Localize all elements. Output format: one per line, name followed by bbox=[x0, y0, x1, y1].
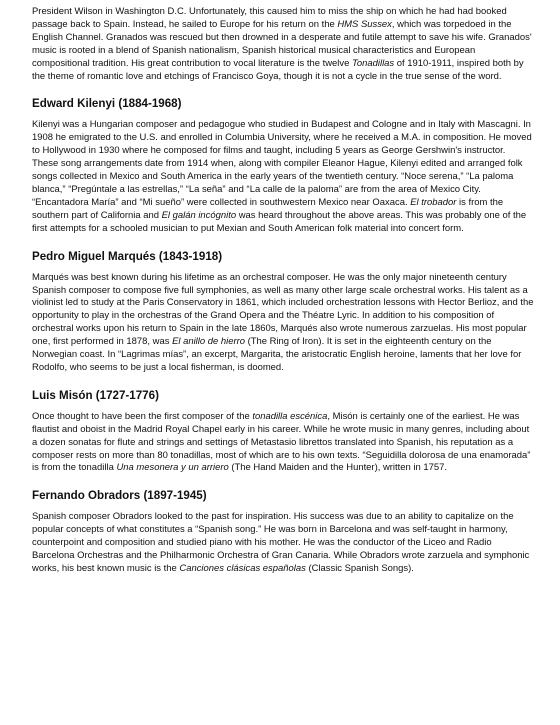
work-title: Tonadillas bbox=[351, 57, 395, 69]
ship-name: HMS Sussex bbox=[337, 18, 392, 30]
section-paragraph bbox=[32, 411, 534, 476]
section-mison bbox=[32, 389, 534, 476]
section-heading: Luis Misón (1727-1776) bbox=[32, 388, 159, 402]
work-title: El anillo de hierro bbox=[172, 336, 245, 348]
work-title: Una mesonera y un arriero bbox=[116, 462, 229, 474]
work-title: El galán incógnito bbox=[161, 209, 237, 221]
text-run: , Misón is certainly one of the earliest. He was flautist and oboist in the Madrid Royal Chapel early in his career. While he wrote music in many genres, including about a dozen sonatas for flute and strings and settings of Metastasio librettos translated into Spanish, his reputation as a composer rests on more than 80 tonadillas, most of which are to his own texts. “Seguidilla dolorosa de una enamorada” is from the tonadilla bbox=[32, 410, 531, 474]
text-run: Once thought to have been the first composer of the bbox=[32, 410, 253, 422]
section-paragraph bbox=[32, 119, 534, 235]
text-run: was heard throughout the above areas. This was probably one of the first attempts for a schooled musician to put Mexian and South American folk material into concert form. bbox=[32, 209, 527, 234]
section-paragraph bbox=[32, 511, 534, 576]
work-title: Canciones clásicas españolas bbox=[179, 563, 306, 574]
text-run: , which was torpedoed in the English Channel. Granados was rescued but then drowned in a desperate and futile attempt to save his wife. Granados' music is rooted in a blend of Spanish nationalism, Spanish historical musical characteristics and European compositional tradition. His great contribution to vocal literature is the twelve bbox=[32, 18, 532, 69]
text-run: of 1910-1911, inspired both by the theme of romantic love and etchings of Francisco Goya, though it is not a cycle in the true sense of the word. bbox=[32, 57, 524, 82]
text-run: Spanish composer Obradors looked to the past for inspiration. His success was due to an ability to capitalize on the popular concepts of what constitutes a “Spanish song.” He was born in Barcelona and was self-taught in harmony, counterpoint and composition and studied piano with his mother. He was the conductor of the Liceo and Radio Barcelona Orchestras and the Philharmonic Orchestra of Gran Canaria. While Obradors wrote zarzuela and symphonic works, his best known music is the bbox=[32, 511, 530, 574]
text-run: Kilenyi was a Hungarian composer and pedagogue who studied in Budapest and Cologne and in Italy with Mascagni. In 1908 he emigrated to the U.S. and enrolled in Columbia University, where he received a M.A. in composition. He moved to Hollywood in 1930 where he composed for films and taught, including 5 years as George Gershwin's instructor. These song arrangements date from 1914 when, along with compiler Eleanor Hague, Kilenyi edited and arranged folk songs collected in Mexico and South America in the early years of the twentieth century. “Noce serena,” “La paloma blanca,” “Pregúntale a las estrellas,” “La seña” and “La calle de la paloma” are from the area of Mexico City. “Encantadora María” and “Mi sueño” were collected in southwestern Mexico near Oaxaca. bbox=[32, 119, 532, 208]
section-paragraph bbox=[32, 272, 534, 375]
text-run: (Classic Spanish Songs). bbox=[305, 563, 414, 574]
work-title: El trobador bbox=[410, 196, 457, 208]
intro-paragraph bbox=[32, 6, 534, 83]
text-run: Marqués was best known during his lifetime as an orchestral composer. He was the only major nineteenth century Spanish composer to compose five full symphonies, as well as many other large scale orchestral works. His talent as a violinist led to study at the Paris Conservatory in 1861, which included orchestration lessons with Hector Berlioz, and the opportunity to play in the orchestras of the Grand Opera and the Théatre Lyric. In addition to his composition of orchestral works upon his return to Spain in the late 1860s, Marqués also wrote numerous zarzuelas. His most popular one, first performed in 1878, was bbox=[32, 271, 534, 348]
section-obradors bbox=[32, 489, 534, 576]
text-run: (The Hand Maiden and the Hunter), written in 1757. bbox=[228, 462, 447, 474]
text-run: is from the southern part of California and bbox=[32, 196, 504, 221]
section-heading: Edward Kilenyi (1884-1968) bbox=[32, 97, 182, 111]
section-marques bbox=[32, 250, 534, 375]
section-heading: Fernando Obradors (1897-1945) bbox=[32, 489, 207, 503]
text-run: (The Ring of Iron). It is set in the eighteenth century on the Norwegian coast. In “Lagrimas mías”, an excerpt, Margarita, the aristocratic English heroine, laments that her love for Rodolfo, who seems to be just a local fisherman, is doomed. bbox=[32, 336, 522, 373]
genre-term: tonadilla escénica bbox=[252, 410, 328, 422]
section-heading: Pedro Miguel Marqués (1843-1918) bbox=[32, 249, 223, 263]
text-run: President Wilson in Washington D.C. Unfortunately, this caused him to miss the ship on which he had had booked passage back to Spain. Instead, he sailed to Europe for his return on the bbox=[32, 6, 507, 30]
section-kilenyi bbox=[32, 97, 534, 235]
